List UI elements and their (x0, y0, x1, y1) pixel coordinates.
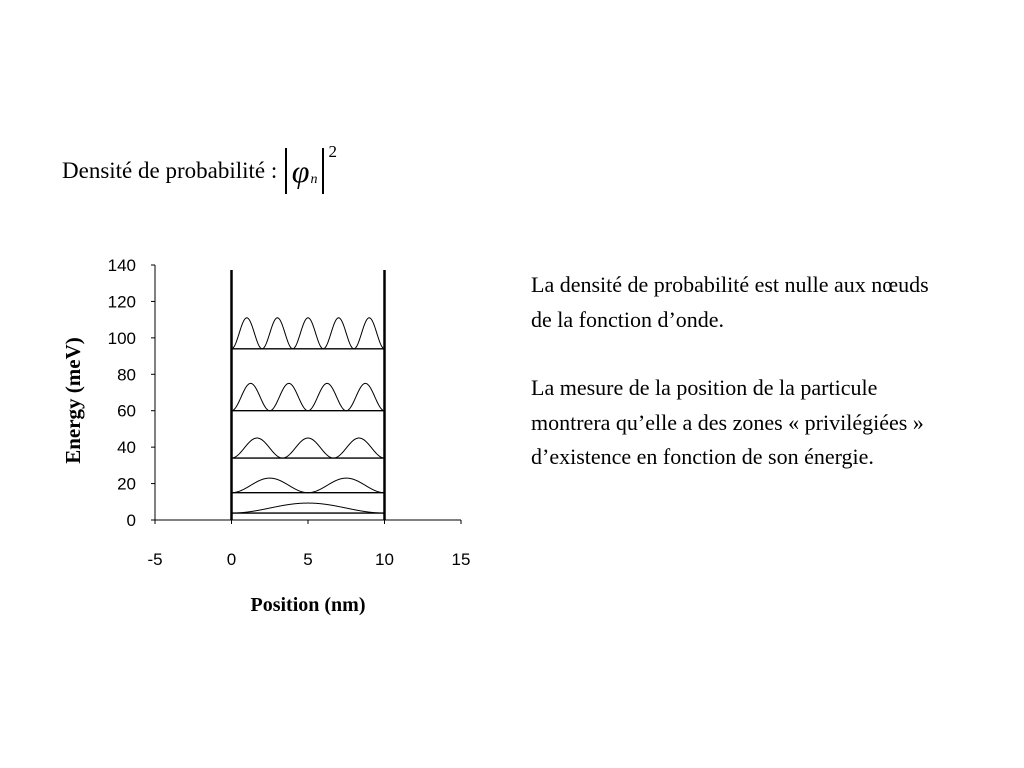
chart-ticks (108, 256, 471, 569)
y-tick-label: 40 (117, 438, 136, 458)
probability-density-curve (232, 383, 385, 410)
probability-density-curve (232, 478, 385, 493)
x-tick-label: -5 (147, 550, 163, 569)
y-axis-label: Energy (meV) (61, 337, 85, 464)
paragraph-nodes: La densité de probabilité est nulle aux nœuds de la fonction d’onde. (531, 272, 929, 332)
probability-density-curve (232, 318, 385, 349)
heading-label: Densité de probabilité : (62, 158, 278, 183)
y-tick-label: 0 (126, 511, 136, 530)
probability-density-curve (232, 503, 385, 513)
y-tick-label: 60 (117, 401, 136, 421)
y-tick-label: 120 (107, 292, 136, 312)
y-tick-label: 100 (107, 328, 136, 348)
energy-levels-chart (0, 0, 520, 640)
chart-axes (155, 265, 461, 520)
formula-subscript: n (310, 172, 318, 187)
x-tick-label: 15 (451, 550, 471, 569)
y-tick-label: 80 (117, 365, 136, 385)
probability-density-curve (232, 438, 385, 458)
y-tick-label: 20 (117, 474, 136, 494)
x-tick-label: 10 (375, 550, 394, 569)
x-tick-label: 0 (226, 550, 237, 569)
formula-exponent: 2 (328, 142, 337, 161)
explanation-text (531, 268, 951, 475)
potential-well (232, 270, 385, 520)
paragraph-position: La mesure de la position de la particule montrera qu’elle a des zones « privilégiées » d’existence en fonction de son énergie. (531, 375, 924, 469)
phi-symbol: φ (291, 153, 310, 189)
energy-levels (232, 318, 385, 513)
x-axis-label: Position (nm) (250, 594, 366, 616)
y-tick-label: 140 (107, 256, 136, 275)
x-tick-label: 5 (303, 550, 313, 569)
